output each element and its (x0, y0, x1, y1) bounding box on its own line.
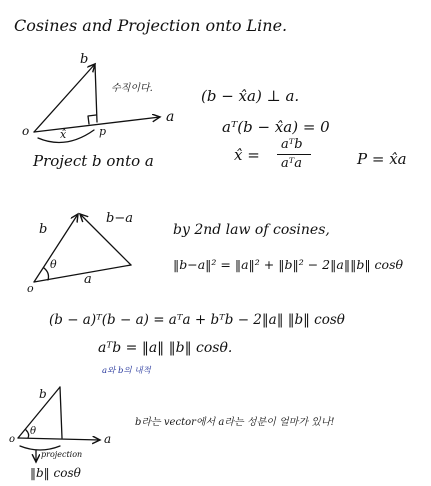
label-p: p (99, 125, 107, 138)
eq-perpendicular: (b − x̂a) ⊥ a. (201, 87, 300, 105)
eq-xhat-lhs: x̂ = (234, 146, 260, 164)
vector-a3-line (18, 438, 100, 440)
label-theta2: θ (50, 258, 57, 271)
label-a: a (166, 109, 175, 125)
right-angle-mark (88, 115, 96, 124)
eq-inner-product: aᵀ(b − x̂a) = 0 (222, 118, 330, 136)
projection-arrow-caption: projection (41, 450, 83, 459)
component-note: b라는 vector에서 a라는 성분이 얼마가 있나! (135, 417, 335, 428)
project-caption: Project b onto a (33, 152, 154, 170)
perpendicular-3 (60, 387, 62, 438)
expand-eq: (b − a)ᵀ(b − a) = aᵀa + bᵀb − 2‖a‖ ‖b‖ cosθ (49, 312, 345, 328)
result-eq: aᵀb = ‖a‖ ‖b‖ cosθ. (98, 340, 233, 356)
eq-xhat-den: aᵀa (281, 156, 302, 171)
label-b3: b (39, 387, 47, 401)
eq-xhat-num: aᵀb (281, 137, 303, 152)
label-o3: o (9, 434, 16, 445)
law-of-cosines-eq: ‖b−a‖² = ‖a‖² + ‖b‖² − 2‖a‖‖b‖ cosθ (173, 257, 404, 272)
projection-length: ‖b‖ cosθ (30, 466, 81, 480)
dot-product-note: a와 b의 내적 (102, 366, 151, 376)
label-theta3: θ (30, 426, 37, 437)
label-o2: o (27, 282, 34, 295)
perpendicular-line (95, 64, 97, 122)
label-a3: a (104, 432, 112, 446)
label-o: o (22, 124, 30, 138)
label-b2: b (39, 222, 48, 237)
page-title: Cosines and Projection onto Line. (14, 16, 288, 35)
theta-arc-3 (26, 430, 29, 438)
label-bma: b−a (106, 211, 133, 226)
label-xhat: x̂ (60, 128, 67, 141)
label-a2: a (84, 272, 92, 287)
vector-b-line (34, 64, 95, 132)
theta-arc-2 (44, 268, 49, 280)
eq-p: P = x̂a (357, 150, 407, 168)
perpendicular-note: 수직이다. (111, 83, 153, 94)
label-b: b (80, 52, 89, 67)
law-of-cosines-title: by 2nd law of cosines, (173, 222, 330, 238)
